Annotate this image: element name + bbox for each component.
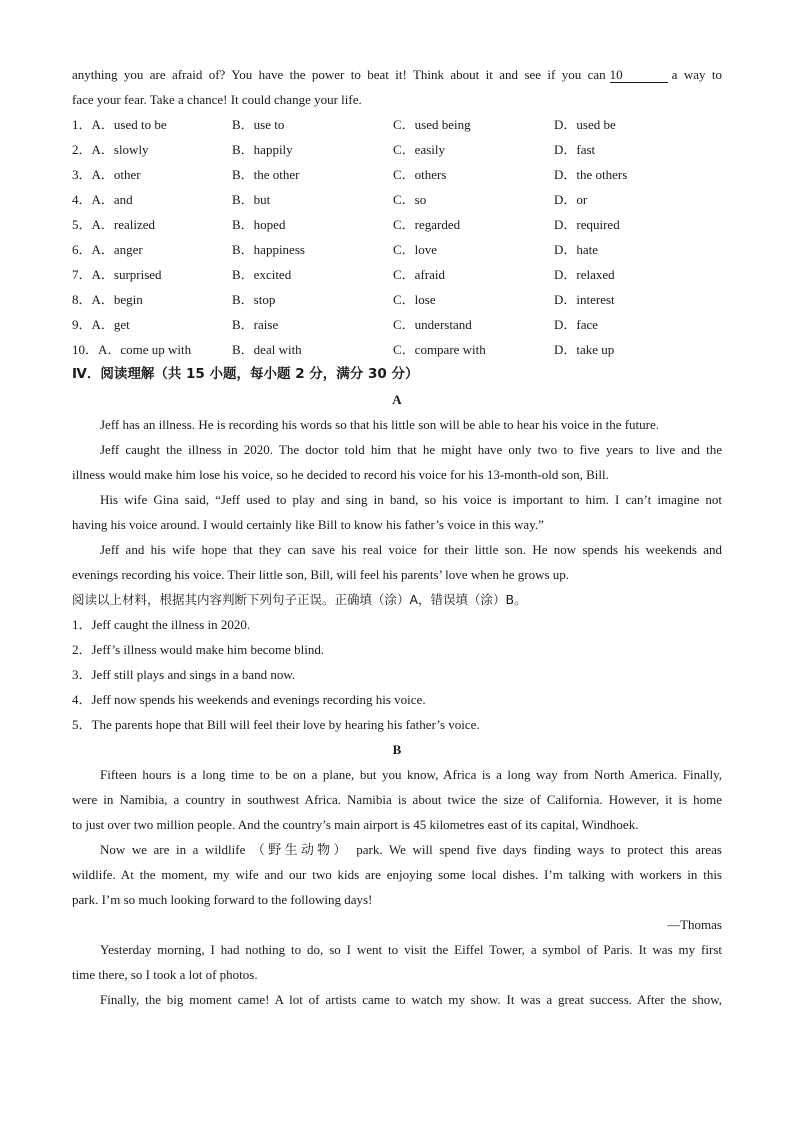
option-b: B．hoped xyxy=(232,217,286,232)
passage-label-b: B xyxy=(392,742,402,757)
question-item: 3．Jeff still plays and sings in a band now. xyxy=(72,667,296,682)
instruction-text: 阅读以上材料，根据其内容判断下列句子正误。正确填（涂）A，错误填（涂）B。 xyxy=(72,592,527,607)
option-c: C．compare with xyxy=(393,342,486,357)
option-a: 8．A．begin xyxy=(72,292,143,307)
option-a: 1．A．used to be xyxy=(72,117,167,132)
passage-line: park. I’m so much looking forward to the following days! xyxy=(72,892,373,907)
passage-a xyxy=(72,412,722,587)
option-row-7 xyxy=(72,262,722,287)
option-a: 10．A．come up with xyxy=(72,342,192,357)
option-b: B．deal with xyxy=(232,342,302,357)
option-c: C．others xyxy=(393,167,447,182)
option-b: B．the other xyxy=(232,167,300,182)
option-d: D．fast xyxy=(554,142,596,157)
option-d: D．relaxed xyxy=(554,267,615,282)
true-false-questions xyxy=(72,612,722,737)
option-a: 4．A．and xyxy=(72,192,133,207)
passage-line: Jeff and his wife hope that they can save his real voice for their little son. He now spends his weekends and xyxy=(100,542,722,557)
option-row-6 xyxy=(72,237,722,262)
passage-line: evenings recording his voice. Their little son, Bill, will feel his parents’ love when he grows up. xyxy=(72,567,570,582)
question-item: 5．The parents hope that Bill will feel their love by hearing his father’s voice. xyxy=(72,717,480,732)
option-c: C．regarded xyxy=(393,217,461,232)
passage-line: Finally, the big moment came! A lot of artists came to watch my show. It was a great success. After the show, xyxy=(100,992,722,1007)
passage-line: wildlife. At the moment, my wife and our two kids are enjoying some local dishes. I’m talking with workers in this xyxy=(72,867,722,882)
option-row-2 xyxy=(72,137,722,162)
option-d: D．or xyxy=(554,192,588,207)
passage-end-line-1 xyxy=(72,62,722,87)
option-d: D．interest xyxy=(554,292,615,307)
question-item: 4．Jeff now spends his weekends and evenings recording his voice. xyxy=(72,692,426,707)
option-b: B．stop xyxy=(232,292,276,307)
option-a: 2．A．slowly xyxy=(72,142,149,157)
option-row-9 xyxy=(72,312,722,337)
passage-line: Now we are in a wildlife （野生动物） park. We will spend five days finding ways to protect this areas xyxy=(100,842,722,857)
option-d: D．required xyxy=(554,217,620,232)
passage-end-line-2: face your fear. Take a chance! It could change your life. xyxy=(72,92,362,107)
option-row-5 xyxy=(72,212,722,237)
option-d: D．the others xyxy=(554,167,628,182)
passage-b xyxy=(72,762,722,1012)
option-row-1 xyxy=(72,112,722,137)
option-b: B．happiness xyxy=(232,242,305,257)
option-c: C．so xyxy=(393,192,427,207)
passage-line: having his voice around. I would certainly like Bill to know his father’s voice in this way.” xyxy=(72,517,544,532)
passage-line: Fifteen hours is a long time to be on a plane, but you know, Africa is a long way from North America. Finally, xyxy=(100,767,722,782)
passage-label-a: A xyxy=(392,392,402,407)
option-a: 3．A．other xyxy=(72,167,141,182)
exam-page xyxy=(72,62,722,1012)
option-d: D．hate xyxy=(554,242,599,257)
option-row-10 xyxy=(72,337,722,362)
passage-line: illness would make him lose his voice, so he decided to record his voice for his 13-month-old son, Bill. xyxy=(72,467,609,482)
option-a: 7．A．surprised xyxy=(72,267,162,282)
signature: —Thomas xyxy=(667,917,722,932)
passage-line: time there, so I took a lot of photos. xyxy=(72,967,258,982)
section-title: Ⅳ．阅读理解（共 15 小题，每小题 2 分，满分 30 分） xyxy=(72,366,419,382)
option-b: B．excited xyxy=(232,267,292,282)
option-c: C．understand xyxy=(393,317,472,332)
passage-text: anything you are afraid of? You have the power to beat it! Think about it and see if you can xyxy=(72,67,606,82)
options-list xyxy=(72,112,722,362)
question-item: 2．Jeff’s illness would make him become blind. xyxy=(72,642,325,657)
option-d: D．take up xyxy=(554,342,615,357)
option-d: D．used be xyxy=(554,117,616,132)
option-row-3 xyxy=(72,162,722,187)
option-b: B．happily xyxy=(232,142,293,157)
answer-blank-10: 10 xyxy=(610,68,668,83)
option-c: C．easily xyxy=(393,142,445,157)
option-row-8 xyxy=(72,287,722,312)
option-c: C．used being xyxy=(393,117,471,132)
option-b: B．but xyxy=(232,192,271,207)
option-d: D．face xyxy=(554,317,599,332)
option-a: 9．A．get xyxy=(72,317,130,332)
option-c: C．love xyxy=(393,242,438,257)
option-b: B．use to xyxy=(232,117,285,132)
option-b: B．raise xyxy=(232,317,279,332)
option-row-4 xyxy=(72,187,722,212)
passage-line: Jeff caught the illness in 2020. The doctor told him that he might have only two to five years to live and the xyxy=(100,442,722,457)
passage-text: a way to xyxy=(671,67,722,82)
passage-line: were in Namibia, a country in southwest Africa. Namibia is about twice the size of California. However, it is home xyxy=(72,792,722,807)
passage-line: His wife Gina said, “Jeff used to play and sing in band, so his voice is important to him. I can’t imagine not xyxy=(100,492,722,507)
passage-line: Jeff has an illness. He is recording his words so that his little son will be able to hear his voice in the future. xyxy=(100,417,660,432)
passage-line: Yesterday morning, I had nothing to do, so I went to visit the Eiffel Tower, a symbol of Paris. It was my first xyxy=(100,942,722,957)
passage-line: to just over two million people. And the country’s main airport is 45 kilometres east of its capital, Windhoek. xyxy=(72,817,639,832)
question-item: 1．Jeff caught the illness in 2020. xyxy=(72,617,251,632)
option-a: 5．A．realized xyxy=(72,217,156,232)
option-a: 6．A．anger xyxy=(72,242,143,257)
option-c: C．afraid xyxy=(393,267,445,282)
option-c: C．lose xyxy=(393,292,436,307)
